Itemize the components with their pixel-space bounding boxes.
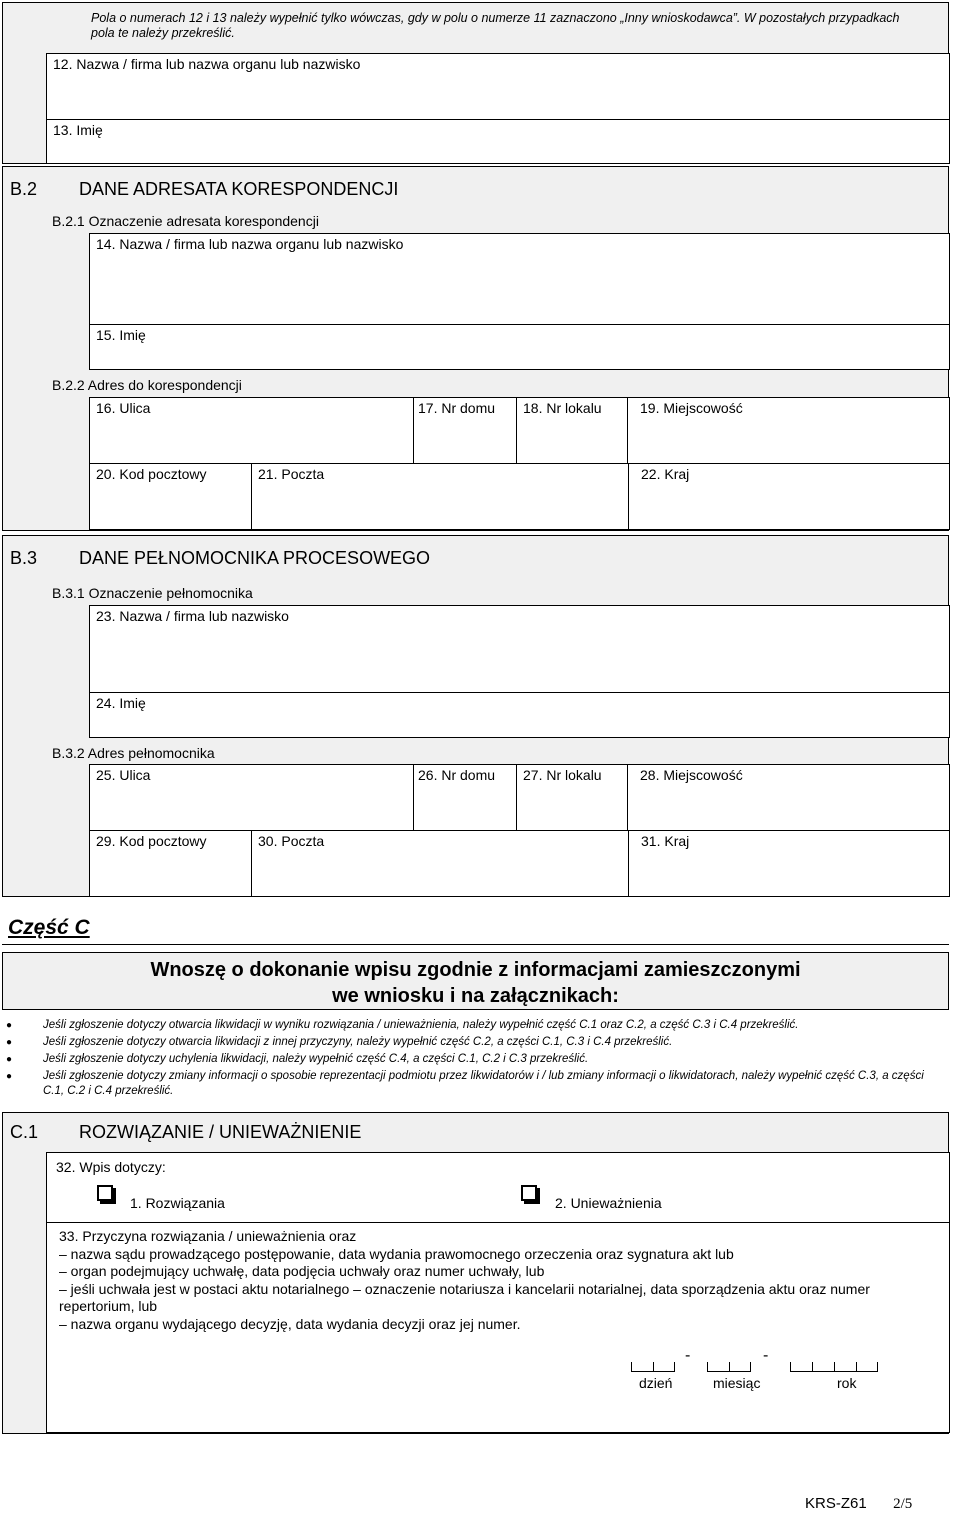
date-year-box[interactable]: [790, 1362, 812, 1372]
part-c-rule: [2, 944, 949, 945]
date-separator: -: [685, 1347, 691, 1364]
field-23-name[interactable]: [89, 605, 950, 693]
page-number: 2/5: [893, 1496, 913, 1512]
banner-line-1: Wnoszę o dokonanie wpisu zgodnie z informacjami zamieszczonymi: [150, 959, 801, 981]
date-month-label: miesiąc: [713, 1375, 761, 1391]
field-29-label: 29. Kod pocztowy: [96, 833, 207, 849]
field-25-label: 25. Ulica: [96, 767, 151, 783]
date-separator: -: [763, 1347, 769, 1364]
field-12-label: 12. Nazwa / firma lub nazwa organu lub nazwisko: [53, 56, 361, 72]
section-b22-title: B.2.2 Adres do korespondencji: [52, 377, 242, 393]
date-year-box[interactable]: [812, 1362, 834, 1372]
field-30-label: 30. Poczta: [258, 833, 325, 849]
date-day-box[interactable]: [631, 1362, 653, 1372]
field-12-name[interactable]: [46, 53, 950, 120]
field-20-postal-code[interactable]: [89, 463, 252, 530]
section-b3-title: DANE PEŁNOMOCNIKA PROCESOWEGO: [79, 548, 431, 568]
field-33-text: [59, 1228, 947, 1333]
instruction-item: ● Jeśli zgłoszenie dotyczy otwarcia likwidacji w wyniku rozwiązania / unieważnienia, należy wypełnić część C.1 oraz C.2, a część C.3 i C.4 przekreślić.: [6, 1018, 936, 1033]
date-year-label: rok: [837, 1375, 857, 1391]
reason-item-resolution: – organ podejmujący uchwałę, data podjęcia uchwały oraz numer uchwały, lub: [59, 1263, 545, 1279]
section-b3: [2, 535, 949, 897]
top-note: Pola o numerach 12 i 13 należy wypełnić tylko wówczas, gdy w polu o numerze 11 zaznaczono „Inny wnioskodawca”. W pozostałych przypadkach pola te należy przekreślić.: [91, 11, 900, 40]
instruction-item: ● Jeśli zgłoszenie dotyczy otwarcia likwidacji z innej przyczyny, należy wypełnić część C.2, a części C.1, C.3 i C.4 przekreślić.: [6, 1035, 936, 1050]
instruction-item: ● Jeśli zgłoszenie dotyczy zmiany informacji o sposobie reprezentacji podmiotu przez likwidatorów i / lub zmiany informacji o likwidatorach, należy wypełnić część C.3, a części C.1, C.2 i C.4 przekreślić.: [6, 1069, 936, 1099]
section-b31-title: B.3.1 Oznaczenie pełnomocnika: [52, 585, 253, 601]
field-17-label: 17. Nr domu: [418, 400, 496, 416]
section-b2: [2, 166, 949, 531]
field-26-label: 26. Nr domu: [418, 767, 496, 783]
section-b2-title: DANE ADRESATA KORESPONDENCJI: [79, 179, 399, 199]
date-month-box[interactable]: [729, 1362, 751, 1372]
field-31-label: 31. Kraj: [641, 833, 690, 849]
field-24-label: 24. Imię: [96, 695, 146, 711]
field-27-apartment-number[interactable]: [516, 764, 628, 831]
banner-line-2: we wniosku i na załącznikach:: [332, 985, 619, 1007]
field-14-label: 14. Nazwa / firma lub nazwa organu lub nazwisko: [96, 236, 404, 252]
section-c1-title: ROZWIĄZANIE / UNIEWAŻNIENIE: [79, 1122, 362, 1142]
option-dissolution-label: 1. Rozwiązania: [130, 1195, 225, 1211]
field-13-label: 13. Imię: [53, 122, 103, 138]
date-day-label: dzień: [639, 1375, 673, 1391]
reason-item-notary: – jeśli uchwała jest w postaci aktu notarialnego – oznaczenie notariusza i kancelarii notarialnej, data sporządzenia aktu oraz numer: [59, 1280, 870, 1297]
date-month-box[interactable]: [707, 1362, 729, 1372]
field-21-label: 21. Poczta: [258, 466, 325, 482]
field-33-reason[interactable]: [46, 1222, 950, 1433]
field-32-label: 32. Wpis dotyczy:: [56, 1159, 166, 1175]
field-23-label: 23. Nazwa / firma lub nazwisko: [96, 608, 289, 624]
field-13-first-name[interactable]: [46, 119, 950, 164]
field-20-label: 20. Kod pocztowy: [96, 466, 207, 482]
option-annulment-label: 2. Unieważnienia: [555, 1195, 662, 1211]
field-29-postal-code[interactable]: [89, 830, 252, 897]
footer: [805, 1495, 912, 1513]
field-18-apartment-number[interactable]: [516, 397, 628, 464]
field-15-first-name[interactable]: [89, 324, 950, 370]
field-22-country[interactable]: [628, 463, 950, 530]
reason-item-decision: – nazwa organu wydającego decyzję, data wydania decyzji oraz jej numer.: [59, 1315, 521, 1332]
checkbox-annulment[interactable]: [521, 1185, 537, 1201]
field-31-country[interactable]: [628, 830, 950, 897]
date-year-box[interactable]: [834, 1362, 856, 1372]
field-26-house-number[interactable]: [413, 764, 517, 831]
reason-item-notary-cont: repertorium, lub: [59, 1298, 158, 1314]
field-32-entry-concerns: [46, 1152, 950, 1223]
field-19-label: 19. Miejscowość: [640, 400, 743, 416]
field-15-label: 15. Imię: [96, 327, 146, 343]
field-30-post-office[interactable]: [251, 830, 629, 897]
field-22-label: 22. Kraj: [641, 466, 690, 482]
field-27-label: 27. Nr lokalu: [523, 767, 602, 783]
section-b32-title: B.3.2 Adres pełnomocnika: [52, 745, 215, 761]
field-33-label: 33. Przyczyna rozwiązania / unieważnienia oraz: [59, 1228, 357, 1244]
section-a-continuation: [2, 2, 949, 164]
instruction-item: ● Jeśli zgłoszenie dotyczy uchylenia likwidacji, należy wypełnić część C.4, a części C.1, C.2 i C.3 przekreślić.: [6, 1052, 936, 1067]
field-24-first-name[interactable]: [89, 692, 950, 738]
field-21-post-office[interactable]: [251, 463, 629, 530]
part-c-heading: Część C: [8, 916, 90, 939]
part-c-banner: [2, 952, 949, 1010]
date-year-box[interactable]: [856, 1362, 878, 1372]
form-code: KRS-Z61: [805, 1495, 867, 1512]
reason-item-court: – nazwa sądu prowadzącego postępowanie, data wydania prawomocnego orzeczenia oraz sygnatura akt lub: [59, 1245, 734, 1262]
instructions-list: [6, 1018, 936, 1101]
section-c1-code: C.1: [10, 1122, 39, 1142]
date-day-box[interactable]: [653, 1362, 675, 1372]
field-18-label: 18. Nr lokalu: [523, 400, 602, 416]
field-28-label: 28. Miejscowość: [640, 767, 743, 783]
section-b2-code: B.2: [10, 179, 38, 199]
section-c1: [2, 1112, 949, 1434]
field-19-city[interactable]: [627, 397, 950, 464]
section-b3-code: B.3: [10, 548, 38, 568]
field-14-name[interactable]: [89, 233, 950, 325]
checkbox-dissolution[interactable]: [97, 1185, 113, 1201]
field-17-house-number[interactable]: [413, 397, 517, 464]
field-16-label: 16. Ulica: [96, 400, 151, 416]
field-28-city[interactable]: [627, 764, 950, 831]
section-b21-title: B.2.1 Oznaczenie adresata korespondencji: [52, 213, 319, 229]
